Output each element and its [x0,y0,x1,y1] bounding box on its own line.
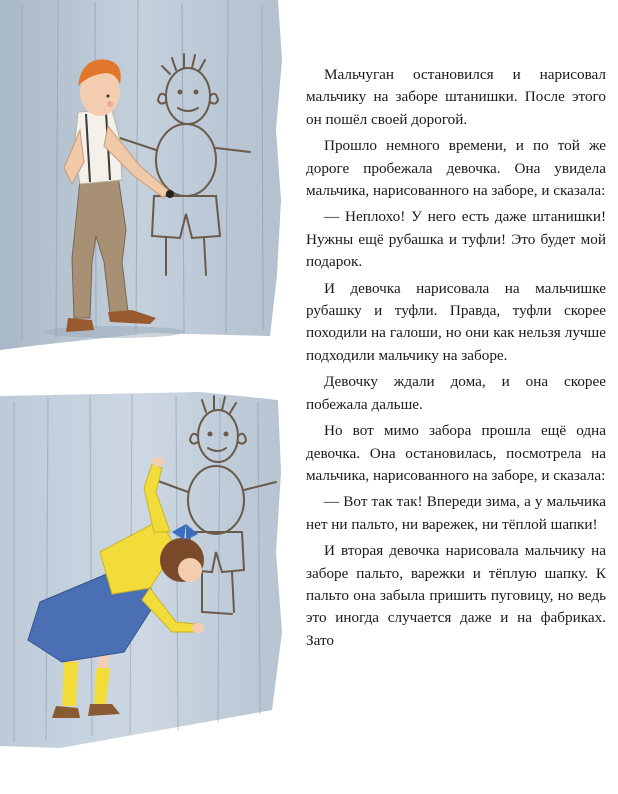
story-text [306,64,606,656]
paragraph: Но вот мимо забора прошла ещё одна девочка. Она остановилась, посмотрела на мальчика, нарисованного на заборе, и сказала: [306,422,606,484]
paragraph: Прошло немного времени, и по той же дороге пробежала девочка. Она увидела мальчика, нарисованного на заборе, и сказала: [306,137,606,200]
boy-drawing-picture [0,0,285,350]
illustration-boy-drawing [0,0,285,350]
paragraph: Девочку ждали дома, и она скорее побежала дальше. [306,373,606,413]
paragraph: — Неплохо! У него есть даже штанишки! Нужны ещё рубашка и туфли! Это будет мой подарок. [306,208,606,271]
girl-drawing-picture [0,392,285,752]
paragraph: И вторая девочка нарисовала мальчику на заборе пальто, варежки и тёплую шапку. К пальто она забыла пришить пуговицу, но ведь это иногда случается даже и на фабриках. Зато [306,542,606,649]
paragraph: — Вот так так! Впереди зима, а у мальчика нет ни пальто, ни варежек, ни тёплой шапки! [306,493,606,533]
paragraph: И девочка нарисовала на мальчишке рубашку и туфли. Правда, туфли скорее походили на галоши, но они как нельзя лучше подходили мальчику на заборе. [306,279,606,364]
illustration-girl-drawing [0,392,285,752]
paragraph: Мальчуган остановился и нарисовал мальчику на заборе штанишки. После этого он пошёл своей дорогой. [306,66,606,128]
